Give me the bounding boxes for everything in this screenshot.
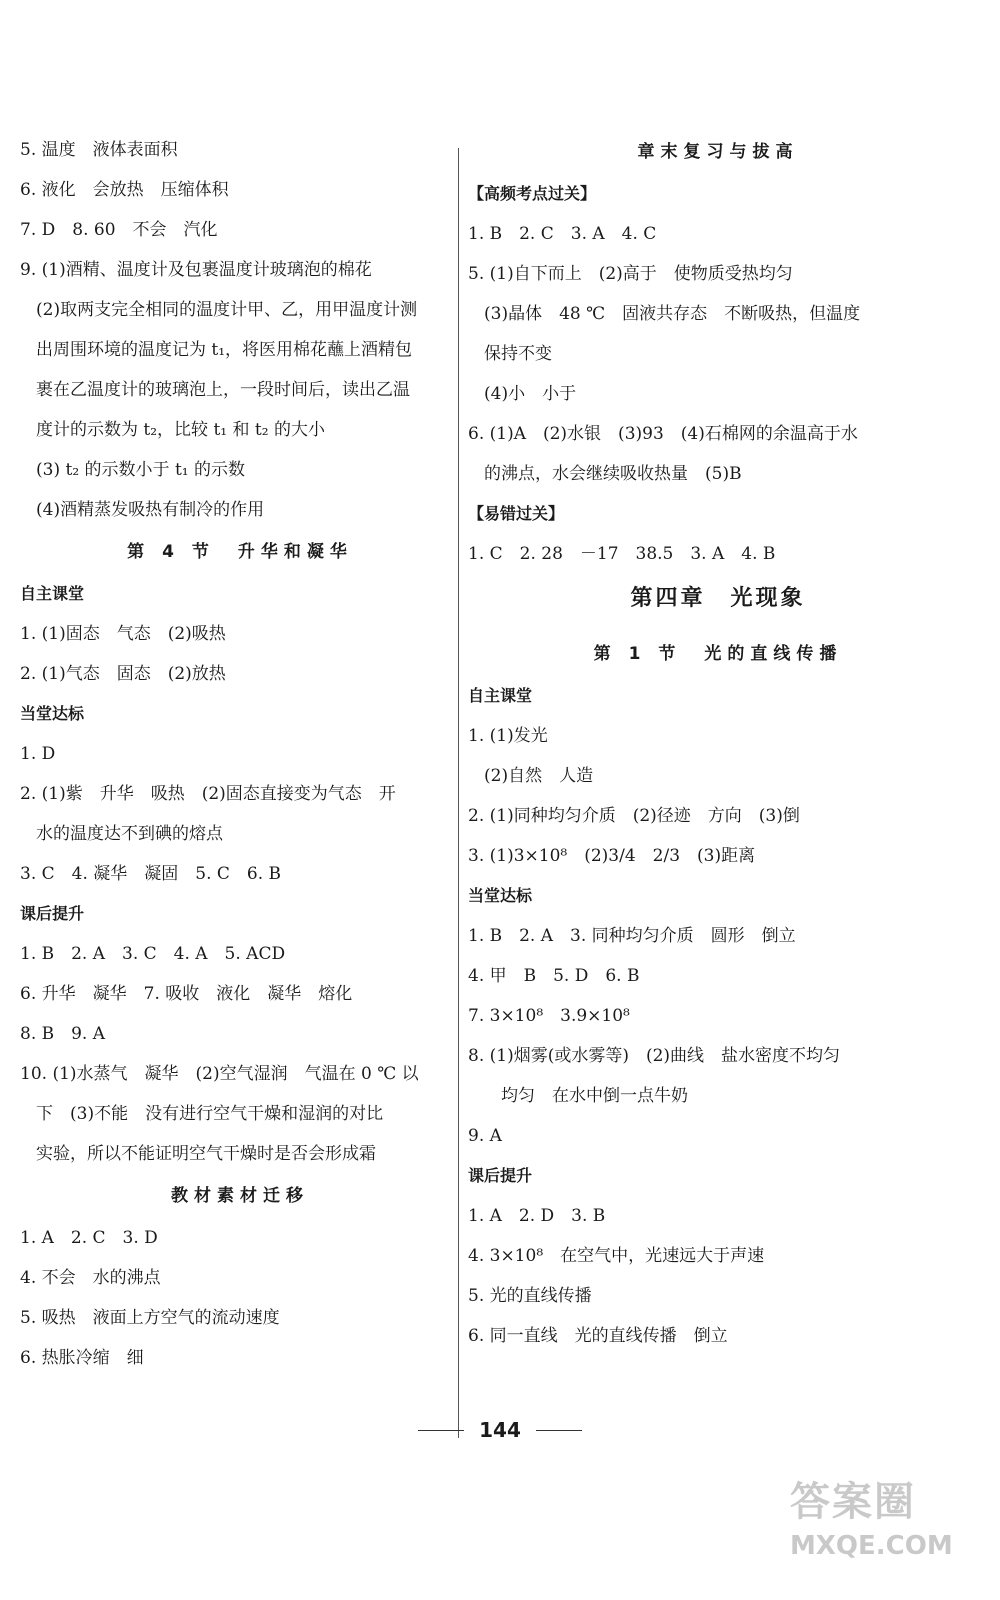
answer-continuation: 下 (3)不能 没有进行空气干燥和湿润的对比 xyxy=(36,1104,384,1124)
answer-line: 1. D xyxy=(20,744,56,764)
answer-continuation: 均匀 在水中倒一点牛奶 xyxy=(484,1086,688,1106)
answer-continuation: 保持不变 xyxy=(484,344,552,364)
section-title: 第 1 节 光的直线传播 xyxy=(593,644,843,664)
page-number: 144 xyxy=(479,1418,521,1442)
answer-continuation: (3) t₂ 的示数小于 t₁ 的示数 xyxy=(36,460,245,480)
answer-line: 6. 升华 凝华 7. 吸收 液化 凝华 熔化 xyxy=(20,984,353,1004)
answer-line: 9. (1)酒精、温度计及包裹温度计玻璃泡的棉花 xyxy=(20,260,372,280)
answer-line: 6. 同一直线 光的直线传播 倒立 xyxy=(468,1326,728,1346)
answer-line: 6. 热胀冷缩 细 xyxy=(20,1348,144,1368)
answer-line: 1. B 2. C 3. A 4. C xyxy=(468,224,657,244)
answer-line: 4. 甲 B 5. D 6. B xyxy=(468,966,640,986)
answer-continuation: 的沸点，水会继续吸收热量 (5)B xyxy=(484,464,742,484)
watermark-url: MXQE.COM xyxy=(790,1531,953,1561)
column-divider xyxy=(458,148,459,1438)
answer-continuation: 裹在乙温度计的玻璃泡上，一段时间后，读出乙温 xyxy=(36,380,410,400)
answer-continuation: 水的温度达不到碘的熔点 xyxy=(36,824,223,844)
answer-line: 1. A 2. D 3. B xyxy=(468,1206,606,1226)
section-title: 教材素材迁移 xyxy=(171,1186,309,1206)
subsection-heading: 课后提升 xyxy=(20,904,85,923)
answer-continuation: 出周围环境的温度记为 t₁，将医用棉花蘸上酒精包 xyxy=(36,340,413,360)
footer-rule-left xyxy=(418,1430,464,1431)
subsection-heading: 【易错过关】 xyxy=(468,504,565,523)
answer-line: 1. B 2. A 3. 同种均匀介质 圆形 倒立 xyxy=(468,926,796,946)
answer-line: 8. B 9. A xyxy=(20,1024,106,1044)
answer-line: 1. A 2. C 3. D xyxy=(20,1228,158,1248)
subsection-heading: 自主课堂 xyxy=(468,686,533,705)
section-title: 第 4 节 升华和凝华 xyxy=(127,542,353,562)
answer-continuation: (2)取两支完全相同的温度计甲、乙，用甲温度计测 xyxy=(36,300,418,320)
answer-line: 4. 3×10⁸ 在空气中，光速远大于声速 xyxy=(468,1246,765,1266)
chapter-title: 第四章 光现象 xyxy=(630,586,806,611)
answer-line: 1. (1)固态 气态 (2)吸热 xyxy=(20,624,226,644)
section-title: 章末复习与拔高 xyxy=(637,142,799,162)
answer-line: 5. 光的直线传播 xyxy=(468,1286,592,1306)
answer-line: 3. C 4. 凝华 凝固 5. C 6. B xyxy=(20,864,282,884)
answer-continuation: (2)自然 人造 xyxy=(484,766,594,786)
watermark-logo: 答案圈 xyxy=(790,1479,916,1525)
subsection-heading: 自主课堂 xyxy=(20,584,85,603)
answer-line: 2. (1)气态 固态 (2)放热 xyxy=(20,664,226,684)
left-column xyxy=(20,140,460,1388)
watermark xyxy=(790,1470,970,1580)
subsection-heading: 课后提升 xyxy=(468,1166,533,1185)
footer-rule-right xyxy=(536,1430,582,1431)
answer-line: 1. B 2. A 3. C 4. A 5. ACD xyxy=(20,944,286,964)
subsection-heading: 当堂达标 xyxy=(468,886,533,905)
right-column xyxy=(468,140,968,1366)
answer-line: 7. 3×10⁸ 3.9×10⁸ xyxy=(468,1006,630,1026)
answer-line: 8. (1)烟雾(或水雾等) (2)曲线 盐水密度不均匀 xyxy=(468,1046,841,1066)
answer-line: 10. (1)水蒸气 凝华 (2)空气湿润 气温在 0 ℃ 以 xyxy=(20,1064,419,1084)
answer-line: 1. C 2. 28 －17 38.5 3. A 4. B xyxy=(468,544,776,564)
answer-line: 2. (1)紫 升华 吸热 (2)固态直接变为气态 开 xyxy=(20,784,396,804)
answer-line: 1. (1)发光 xyxy=(468,726,548,746)
answer-continuation: (4)小 小于 xyxy=(484,384,577,404)
answer-continuation: 度计的示数为 t₂，比较 t₁ 和 t₂ 的大小 xyxy=(36,420,325,440)
subsection-heading: 当堂达标 xyxy=(20,704,85,723)
answer-line: 9. A xyxy=(468,1126,502,1146)
answer-line: 2. (1)同种均匀介质 (2)径迹 方向 (3)倒 xyxy=(468,806,800,826)
page-footer xyxy=(0,1418,1000,1442)
answer-continuation: (3)晶体 48 ℃ 固液共存态 不断吸热，但温度 xyxy=(484,304,861,324)
answer-line: 5. 吸热 液面上方空气的流动速度 xyxy=(20,1308,280,1328)
answer-line: 6. (1)A (2)水银 (3)93 (4)石棉网的余温高于水 xyxy=(468,424,858,444)
answer-line: 7. D 8. 60 不会 汽化 xyxy=(20,220,218,240)
answer-line: 6. 液化 会放热 压缩体积 xyxy=(20,180,229,200)
subsection-heading: 【高频考点过关】 xyxy=(468,184,597,203)
answer-line: 5. (1)自下而上 (2)高于 使物质受热均匀 xyxy=(468,264,793,284)
answer-continuation: 实验，所以不能证明空气干燥时是否会形成霜 xyxy=(36,1144,376,1164)
answer-line: 5. 温度 液体表面积 xyxy=(20,140,178,160)
answer-line: 4. 不会 水的沸点 xyxy=(20,1268,161,1288)
answer-continuation: (4)酒精蒸发吸热有制冷的作用 xyxy=(36,500,265,520)
answer-line: 3. (1)3×10⁸ (2)3/4 2/3 (3)距离 xyxy=(468,846,756,866)
